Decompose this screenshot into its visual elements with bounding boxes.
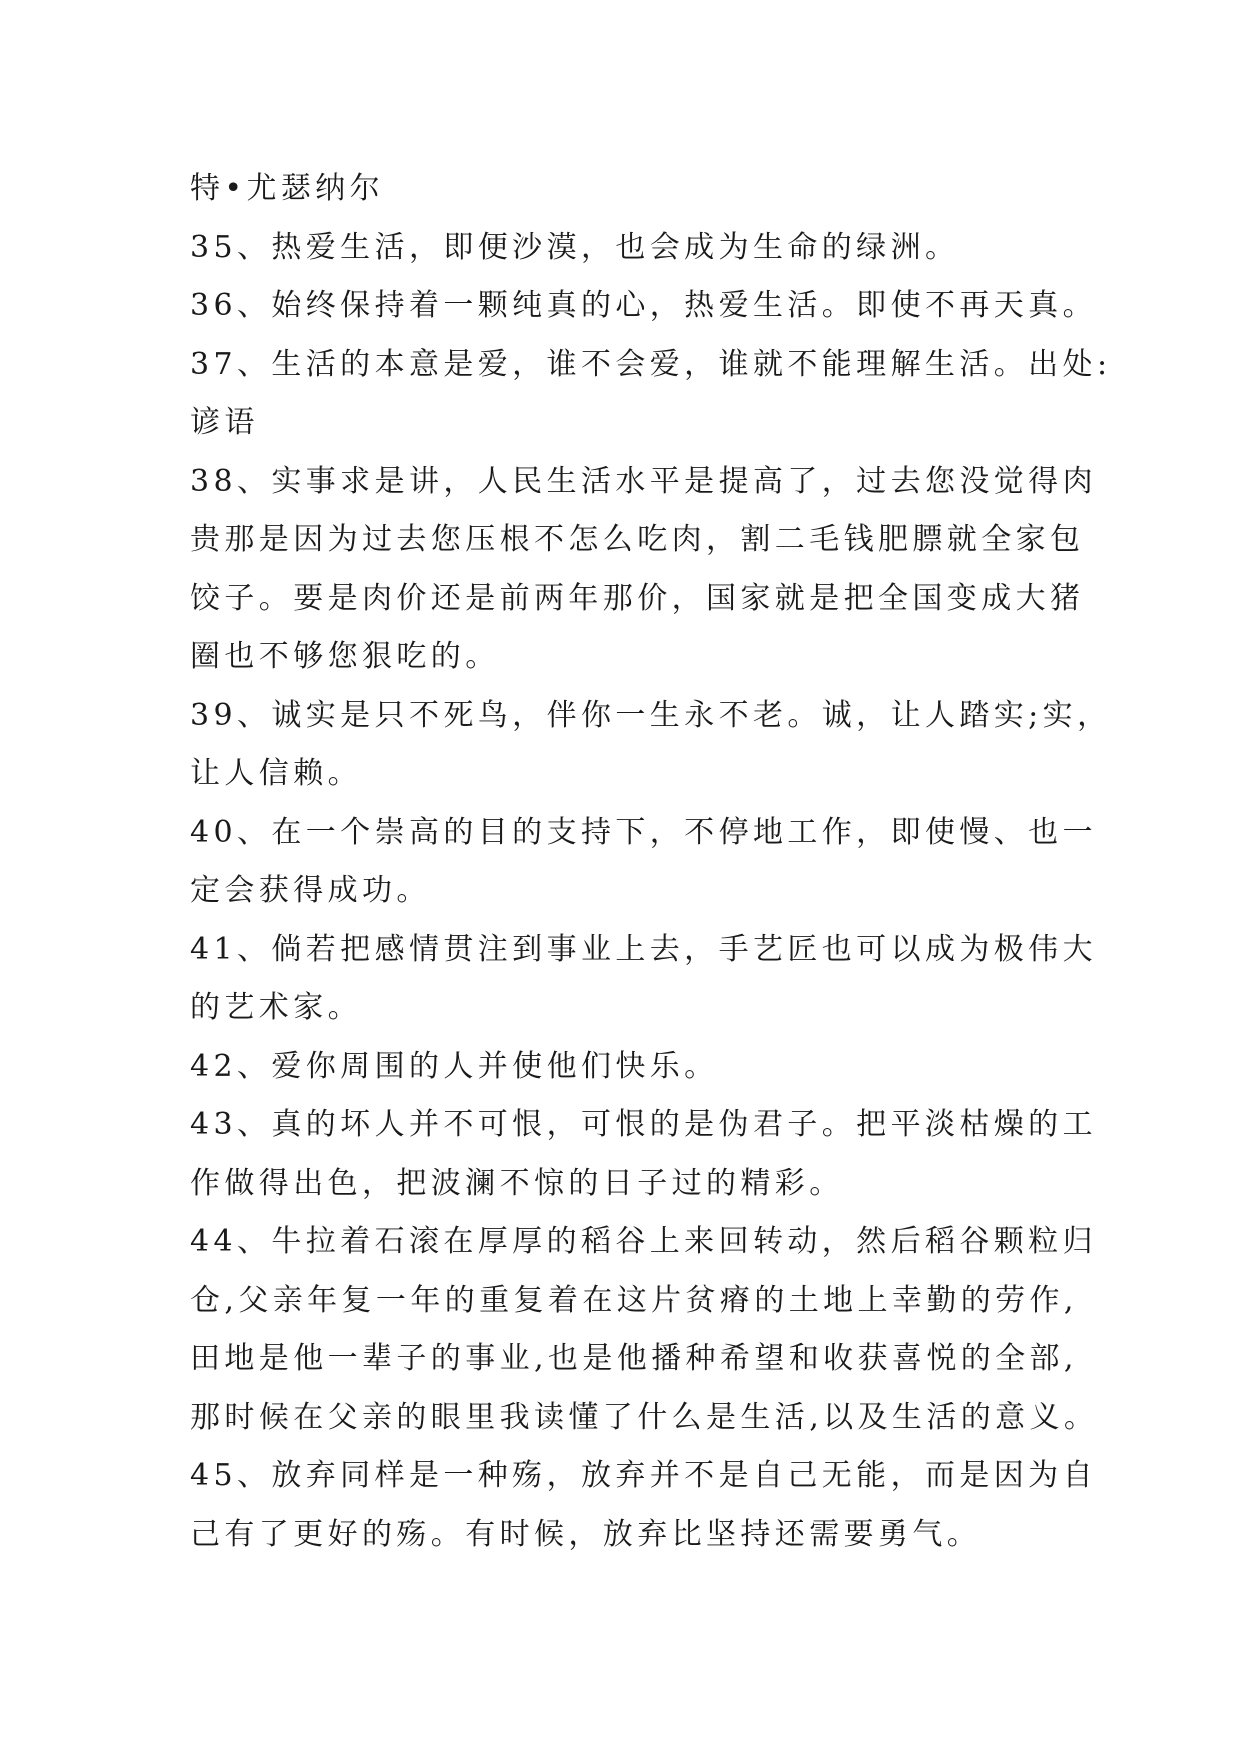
text-line: 42、爱你周围的人并使他们快乐。 — [190, 1048, 719, 1084]
text-line: 定会获得成功。 — [190, 873, 431, 908]
text-line: 田地是他一辈子的事业,也是他播种希望和收获喜悦的全部, — [190, 1341, 1078, 1376]
text-line: 仓,父亲年复一年的重复着在这片贫瘠的土地上幸勤的劳作, — [190, 1282, 1078, 1318]
text-line: 作做得出色，把波澜不惊的日子过的精彩。 — [190, 1165, 844, 1201]
text-line: 40、在一个崇高的目的支持下，不停地工作，即使慢、也一 — [190, 814, 1097, 850]
text-line: 己有了更好的殇。有时候，放弃比坚持还需要勇气。 — [190, 1516, 982, 1552]
text-line: 谚语 — [190, 405, 259, 440]
text-line: 38、实事求是讲，人民生活水平是提高了，过去您没觉得肉 — [190, 463, 1097, 499]
text-line: 39、诚实是只不死鸟，伴你一生永不老。诚，让人踏实;实， — [190, 697, 1112, 733]
text-line: 43、真的坏人并不可恨，可恨的是伪君子。把平淡枯燥的工 — [190, 1107, 1097, 1142]
text-line: 35、热爱生活，即便沙漠，也会成为生命的绿洲。 — [190, 229, 960, 265]
text-line: 特•尤瑟纳尔 — [190, 171, 385, 206]
text-line: 的艺术家。 — [190, 990, 362, 1025]
text-line: 41、倘若把感情贯注到事业上去，手艺匠也可以成为极伟大 — [190, 931, 1097, 967]
text-line: 圈也不够您狠吃的。 — [190, 639, 500, 674]
text-line: 45、放弃同样是一种殇，放弃并不是自己无能，而是因为自 — [190, 1458, 1097, 1493]
text-line: 36、始终保持着一颗纯真的心，热爱生活。即使不再天真。 — [190, 288, 1097, 323]
text-line: 37、生活的本意是爱，谁不会爱，谁就不能理解生活。出处: — [190, 346, 1112, 382]
text-line: 贵那是因为过去您压根不怎么吃肉，割二毛钱肥膘就全家包 — [190, 522, 1085, 557]
text-line: 44、牛拉着石滚在厚厚的稻谷上来回转动，然后稻谷颗粒归 — [190, 1224, 1097, 1259]
document-page — [190, 160, 1112, 1564]
text-line: 让人信赖。 — [190, 756, 362, 791]
text-line: 饺子。要是肉价还是前两年那价，国家就是把全国变成大猪 — [190, 580, 1085, 616]
text-line: 那时候在父亲的眼里我读懂了什么是生活,以及生活的意义。 — [190, 1399, 1099, 1435]
